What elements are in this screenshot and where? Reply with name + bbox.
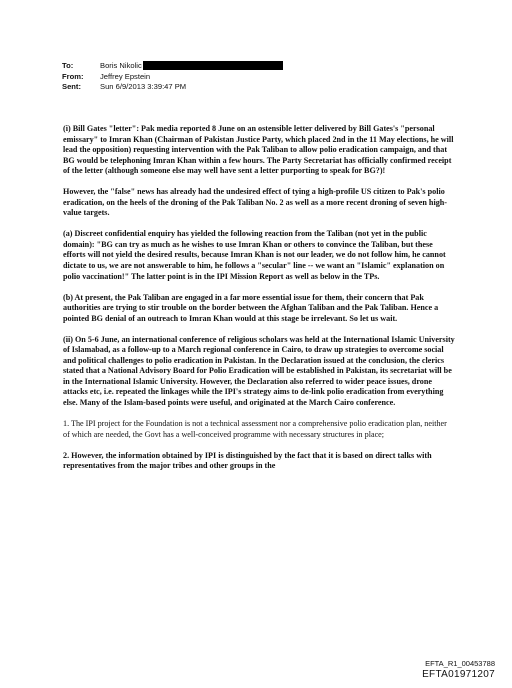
to-value: Boris Nikolic [100, 61, 142, 70]
document-footer [422, 658, 495, 680]
to-label: To: [62, 61, 74, 70]
bates-number-1: EFTA_R1_00453788 [425, 659, 495, 668]
email-header [62, 61, 283, 93]
paragraph-point-1: 1. The IPI project for the Foundation is not a technical assessment nor a comprehensive polio eradication plan, neither of which are needed, the Govt has a well-conceived programme with necessary structures in place; [63, 419, 447, 439]
sent-row [62, 82, 283, 93]
paragraph-taliban-reaction: (a) Discreet confidential enquiry has yielded the following reaction from the Taliban (not yet in the public domain): "BG can try as much as he wishes to use Imran Khan or others to convince the Taliban, but these efforts will not yield the desired results, because Imran Khan is not our leader, we do not follow him, he cannot dictate to us, we are not answerable to him, he follows a "secular" line -- we want an "Islamic" explanation on polio vaccination!" The latter point is in the IPI Mission Report as well as below in the TPs. [63, 229, 446, 281]
paragraph-false-news: However, the "false" news has already had the undesired effect of tying a high-profile US citizen to Pak's polio eradication, on the heels of the droning of the Pak Taliban No. 2 as well as a more recent droning of seven high-value targets. [63, 187, 447, 218]
paragraph-point-2: 2. However, the information obtained by IPI is distinguished by the fact that it is based on direct talks with representatives from the major tribes and other groups in the [63, 450, 432, 471]
from-value: Jeffrey Epstein [100, 71, 151, 81]
from-row [62, 72, 283, 83]
redaction-bar [143, 61, 283, 70]
to-row [62, 61, 283, 72]
paragraph-conference: (ii) On 5-6 June, an international conference of religious scholars was held at the International Islamic University of Islamabad, as a follow-up to a March regional conference in Cairo, to draw up strategies to overcome social and political challenges to polio eradication in Pakistan. In the Declaration issued at the conclusion, the clerics stated that a National Advisory Board for Polio Eradication will be established in Pakistan, its secretariat will be in the International Islamic University. However, the Declaration also referred to wider peace issues, drone attacks etc, i.e. repeated the linkages while the IPI's strategy aims to de-link polio eradication from everything else. Many of the Islam-based points were useful, and originated at the March Cairo conference. [63, 334, 455, 408]
sent-value: Sun 6/9/2013 3:39:47 PM [100, 82, 187, 91]
email-body [63, 124, 455, 482]
paragraph-pak-taliban-issue: (b) At present, the Pak Taliban are engaged in a far more essential issue for them, their concern that Pak authorities are trying to stir trouble on the border between the Afghan Taliban and the Pak Taliban. Hence a pointed BG denial of an outreach to Imran Khan would at this stage be irrelevant. So let us wait. [63, 292, 439, 323]
paragraph-bill-gates-letter: (i) Bill Gates "letter": Pak media reported 8 June on an ostensible letter delivered by Bill Gates's "personal emissary" to Imran Khan (Chairman of Pakistan Justice Party, which placed 2nd in the 11 May elections, he will lead the opposition) requesting intervention with the Pak Taliban to allow polio eradication campaign, and that BG would be telephoning Imran Khan within a few hours. The Party Secretariat has officially confirmed receipt of the letter (although someone else may well have sent a letter purporting to speak for BG?)! [63, 124, 454, 176]
sent-label: Sent: [62, 82, 81, 91]
bates-number-2: EFTA01971207 [422, 669, 495, 680]
from-label: From: [62, 71, 84, 81]
